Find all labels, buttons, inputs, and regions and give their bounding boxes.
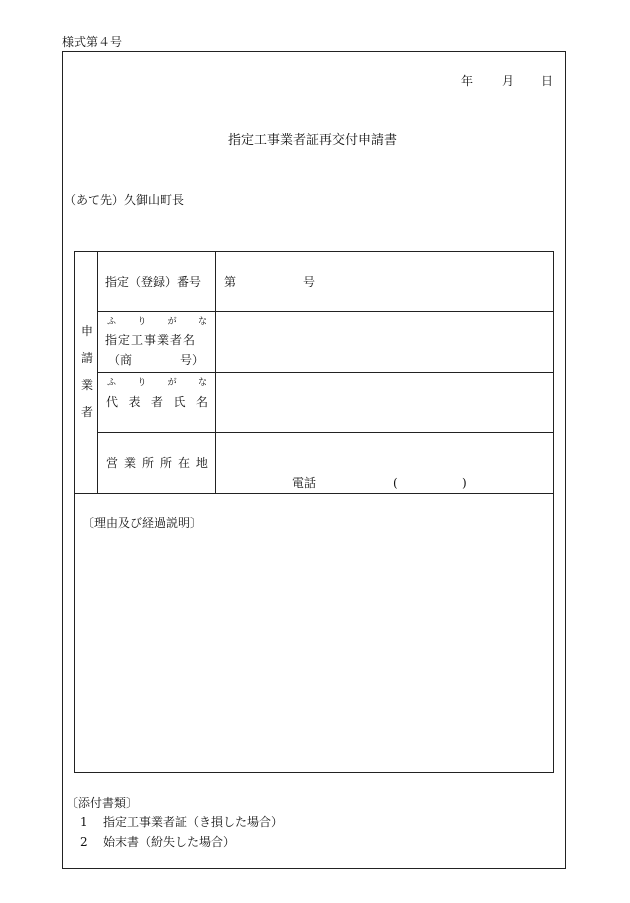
- divider: [97, 372, 554, 373]
- representative-label: [106, 396, 208, 408]
- divider: [74, 493, 554, 494]
- date-year: 年: [461, 74, 474, 88]
- attachments-heading: 〔添付書類〕: [66, 796, 139, 810]
- label-char: 代: [106, 395, 119, 409]
- furigana-char: な: [197, 317, 207, 327]
- furigana-char: が: [167, 378, 177, 388]
- label-char: 表: [128, 395, 141, 409]
- business-name-sub-close: 号）: [180, 353, 205, 367]
- furigana-char: ふ: [107, 378, 117, 388]
- attachment-item-text: 始末書（紛失した場合）: [103, 835, 236, 849]
- phone-paren-close: ): [462, 476, 467, 490]
- application-table: [74, 251, 554, 773]
- label-char: 所: [159, 456, 172, 470]
- registration-number-prefix: 第: [224, 275, 237, 289]
- label-char: 者: [150, 395, 163, 409]
- label-char: 在: [177, 456, 190, 470]
- furigana-char: り: [137, 378, 147, 388]
- applicant-label-char: 申: [81, 324, 94, 338]
- attachment-item-number: 2: [80, 835, 88, 849]
- attachment-item-text: 指定工事業者証（き損した場合）: [103, 815, 284, 829]
- form-number: 様式第４号: [62, 35, 123, 49]
- representative-furigana: [107, 379, 207, 388]
- divider: [97, 311, 554, 312]
- furigana-char: が: [167, 317, 177, 327]
- attachment-item-number: 1: [80, 815, 88, 829]
- label-char: 地: [195, 456, 208, 470]
- label-char: 名: [195, 395, 208, 409]
- furigana-char: り: [137, 317, 147, 327]
- label-char: 業: [123, 456, 136, 470]
- furigana-char: ふ: [107, 317, 117, 327]
- label-char: 氏: [173, 395, 186, 409]
- label-char: 所: [141, 456, 154, 470]
- phone-label: 電話: [292, 476, 317, 490]
- business-name-furigana: [107, 318, 207, 327]
- business-name-label: 指定工事業者名: [105, 333, 197, 347]
- applicant-label-char: 業: [81, 378, 94, 392]
- reason-label: 〔理由及び経過説明〕: [82, 516, 203, 530]
- divider: [97, 432, 554, 433]
- date-month: 月: [502, 74, 515, 88]
- office-address-label: [106, 457, 208, 469]
- applicant-label-char: 者: [81, 405, 94, 419]
- registration-number-label: 指定（登録）番号: [105, 275, 202, 289]
- document-title: 指定工事業者証再交付申請書: [228, 133, 398, 148]
- date-day: 日: [541, 74, 554, 88]
- registration-number-suffix: 号: [303, 275, 316, 289]
- phone-paren-open: (: [393, 476, 398, 490]
- applicant-label-char: 請: [81, 351, 94, 365]
- label-char: 営: [106, 456, 119, 470]
- addressee: （あて先）久御山町長: [64, 193, 185, 207]
- business-name-sub-open: （商: [108, 353, 133, 367]
- furigana-char: な: [197, 378, 207, 388]
